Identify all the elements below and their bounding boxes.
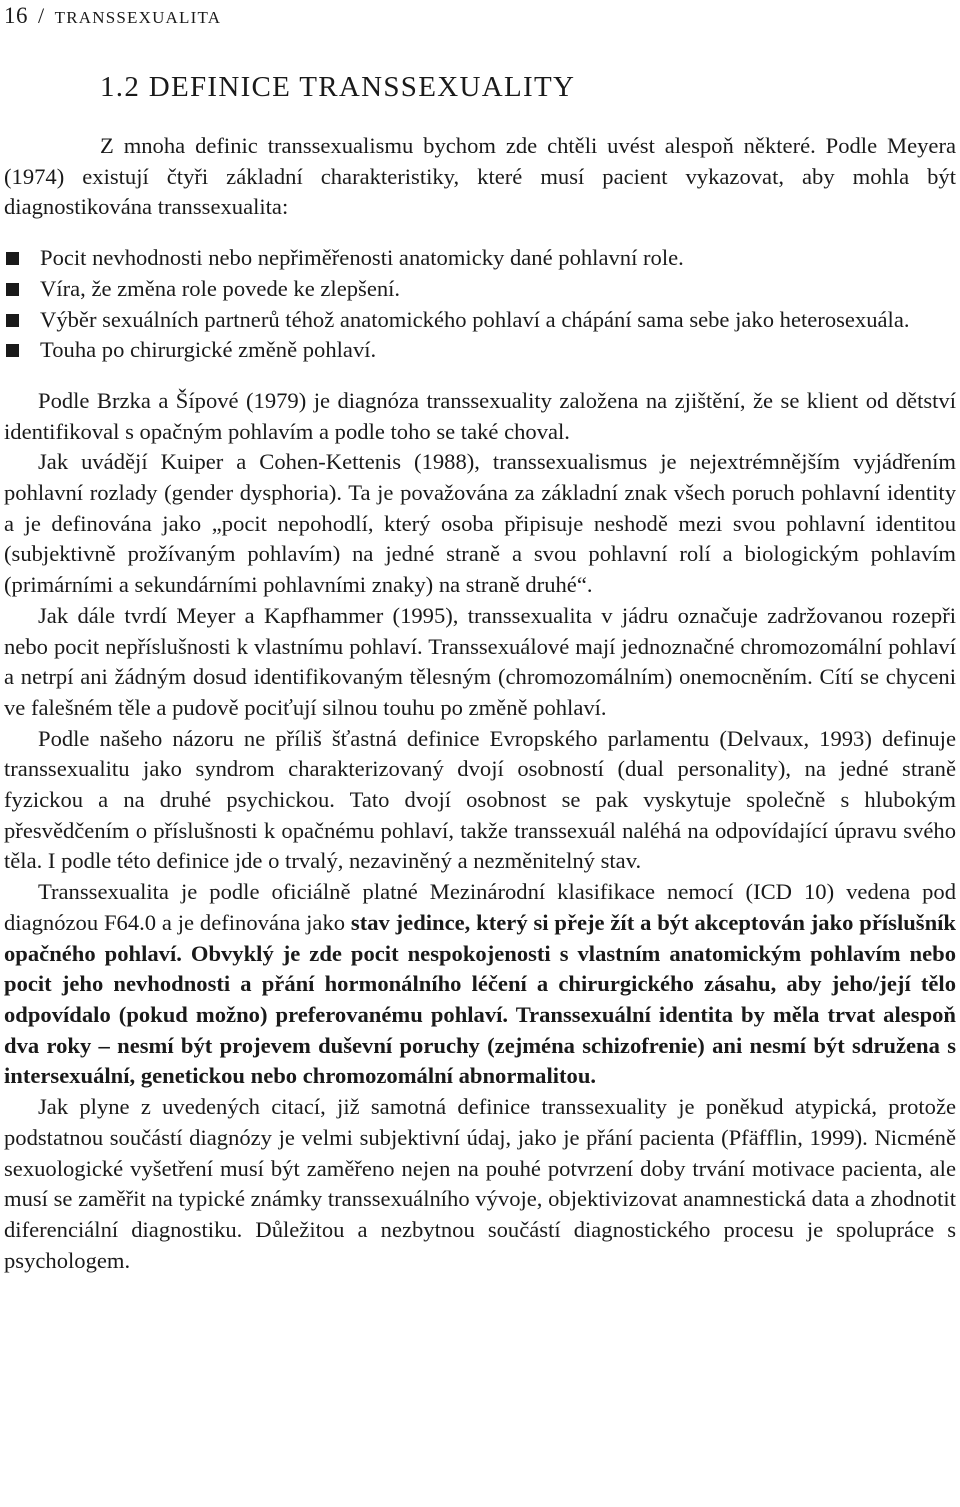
list-item-text: Výběr sexuálních partnerů téhož anatomického pohlaví a chápání sama sebe jako heterosexuála. — [40, 306, 910, 332]
list-item-text: Víra, že změna role povede ke zlepšení. — [40, 275, 401, 301]
list-item — [4, 243, 956, 274]
running-head-separator: / — [38, 3, 45, 28]
list-item — [4, 335, 956, 366]
square-bullet-icon — [6, 314, 19, 327]
square-bullet-icon — [6, 252, 19, 265]
paragraph-conclusion: Jak plyne z uvedených citací, již samotná definice transsexuality je poněkud atypická, protože podstatnou součástí diagnózy je velmi subjektivní údaj, jako je přání pacienta (Pfäfflin, 1999). Nicméně sexuologické vyšetření musí být zaměřeno nejen na pouhé potvrzení doby trvání motivace pacienta, ale musí se zaměřit na typické známky transsexuálního vývoje, objektivizovat anamnestická data a zhodnotit diferenciální diagnostiku. Důležitou a nezbytnou součástí diagnostického procesu je spolupráce s psychologem. — [4, 1094, 956, 1273]
body-text — [4, 131, 956, 1276]
running-head — [4, 4, 221, 30]
list-item — [4, 274, 956, 305]
icd10-plain-text: Transsexualita je podle oficiálně platné Mezinárodní klasifikace nemocí (ICD 10) vedena pod diagnózou F64.0 a je definována jako — [4, 879, 956, 935]
list-item — [4, 305, 956, 336]
list-item-text: Touha po chirurgické změně pohlaví. — [40, 337, 377, 363]
icd10-definition-bold: stav jedince, který si přeje žít a být akceptován jako příslušník opačného pohlaví. Obvyklý je zde pocit nespokojenosti s vlastním anatomickým pohlavím nebo pocit jeho nevhodnosti a přání hormonálního léčení a chirurgického zásahu, aby jeho/její tělo odpovídalo (pokud možno) preferovanému pohlaví. Transsexuální identita by měla trvat alespoň dva roky – nesmí být projevem duševní poruchy (zejména schizofrenie) ani nesmí být sdružena s intersexuální, genetickou nebo chromozomální abnormalitou. — [4, 909, 956, 1089]
intro-paragraph: Z mnoha definic transsexualismu bychom zde chtěli uvést alespoň některé. Podle Meyera (1974) existují čtyři základní charakteristiky, které musí pacient vykazovat, aby mohla být diagnostikována transsexualita: — [4, 133, 956, 220]
square-bullet-icon — [6, 283, 19, 296]
paragraph-meyer: Jak dále tvrdí Meyer a Kapfhammer (1995), transsexualita v jádru označuje zadržovanou rozepři nebo pocit nepříslušnosti k vlastnímu pohlaví. Transsexuálové mají jednoznačné chromozomální pohlaví a netrpí ani žádným dosud identifikovaným tělesným (chromozomálním) onemocněním. Cítí se chyceni ve falešném těle a pudově pociťují silnou touhu po změně pohlaví. — [4, 602, 956, 720]
criteria-list — [4, 243, 956, 366]
paragraph-kuiper: Jak uvádějí Kuiper a Cohen-Kettenis (1988), transsexualismus je nejextrémnějším vyjádřením pohlavní rozlady (gender dysphoria). Ta je považována za základní znak všech poruch pohlavní identity a je definována jako „pocit nepohodlí, který osoba připisuje neshodě mezi svou pohlavní identitou (subjektivně prožívaným pohlavím) na jedné straně a svou pohlavní rolí a biologickým pohlavím (primárními a sekundárními pohlavními znaky) na straně druhé“. — [4, 449, 956, 598]
paragraph-european-parliament: Podle našeho názoru ne příliš šťastná definice Evropského parlamentu (Delvaux, 1993) definuje transsexualitu jako syndrom charakterizovaný dvojí osobností (dual personality), na jedné straně fyzickou a na druhé psychickou. Tato dvojí osobnost se pak vyskytuje společně s hlubokým přesvědčením o příslušnosti k opačnému pohlaví, takže transsexuál naléhá na odpovídající úpravu svého těla. I podle této definice jde o trvalý, nezaviněný a nezměnitelný stav. — [4, 725, 956, 874]
paragraph-icd10 — [4, 877, 956, 1092]
square-bullet-icon — [6, 344, 19, 357]
paragraph-brzek: Podle Brzka a Šípové (1979) je diagnóza transsexuality založena na zjištění, že se klient od dětství identifikoval s opačným pohlavím a podle toho se také choval. — [4, 387, 956, 444]
list-item-text: Pocit nevhodnosti nebo nepřiměřenosti anatomicky dané pohlavní role. — [40, 245, 684, 271]
page-number: 16 — [4, 3, 28, 28]
section-title: 1.2 DEFINICE TRANSSEXUALITY — [100, 71, 576, 103]
running-title: TRANSSEXUALITA — [54, 8, 222, 27]
